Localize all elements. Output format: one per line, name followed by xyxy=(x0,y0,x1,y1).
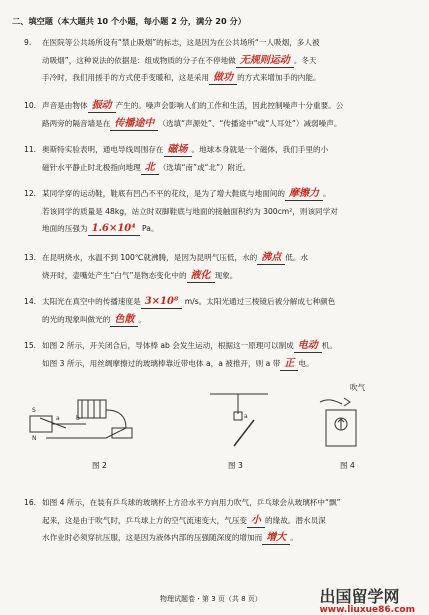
handwritten-answer: 振动 xyxy=(88,100,116,113)
handwritten-answer: 电动 xyxy=(294,340,322,353)
question-number: 14. xyxy=(24,297,37,306)
question-text: 如图 3 所示，用丝绸摩擦过的玻璃棒靠近带电体 a，a 被推开，则 a 带 xyxy=(42,358,281,368)
question-text: 的缘故。潜水员深 xyxy=(265,515,326,525)
question-text: 声音是由物体 xyxy=(42,101,88,110)
figure-2-caption: 图 2 xyxy=(92,461,107,470)
handwritten-answer: 无规则运动 xyxy=(236,55,294,68)
question-text: 。 xyxy=(290,533,298,543)
question-number: 13. xyxy=(24,253,37,262)
question-text: 奥斯特实验表明，通电导线周围存在 xyxy=(42,145,164,154)
question-text: 产生的。噪声会影响人们的工作和生活，因此控制噪声十分重要。公 xyxy=(115,101,344,110)
question-text: 某同学穿的运动鞋，鞋底有凹凸不平的花纹，是为了增大鞋底与地面间的 xyxy=(42,189,285,198)
handwritten-answer: 正 xyxy=(280,358,298,371)
handwritten-answer: 小 xyxy=(247,515,265,528)
question-14 xyxy=(24,293,416,328)
question-text: 的方式来增加手的内能。 xyxy=(237,73,321,83)
question-text: 若该同学的质量是 48kg，站立时双脚鞋底与地面的接触面积约为 300cm²，则该同学对 xyxy=(42,206,338,216)
question-text: 手冷时，我们用搓手的方式使手变暖和，这是采用 xyxy=(42,73,210,83)
figure-4-glass-and-ball xyxy=(316,384,386,450)
question-text: 。冬天 xyxy=(293,55,317,65)
question-number: 15. xyxy=(24,341,37,350)
question-text: 起来，这是由于吹气时，乒乓球上方的空气流速变大，气压变 xyxy=(42,515,248,525)
question-text: 如图 4 所示，在装有乒乓球的玻璃杯上方沿水平方向用力吹气，乒乓球会从玻璃杯中“飘” xyxy=(42,498,341,507)
question-text: 。地球本身就是一个磁体，我们手里的小 xyxy=(191,145,329,154)
handwritten-answer: 液化 xyxy=(187,270,215,283)
question-number: 9. xyxy=(24,38,32,47)
question-text: 电。 xyxy=(298,358,314,368)
question-text: 磁针水平静止时北极指向地理 xyxy=(42,162,141,172)
question-text: （选填“南”或“北”）附近。 xyxy=(158,162,251,172)
figure-2-motor-apparatus xyxy=(26,388,144,450)
question-text: 如图 2 所示，开关闭合后，导体棒 ab 会发生运动，根据这一原理可以制成 xyxy=(42,341,294,350)
question-text: 。 xyxy=(138,314,146,324)
handwritten-answer: 色散 xyxy=(110,314,138,327)
figure-3-caption: 图 3 xyxy=(228,461,243,470)
question-number: 12. xyxy=(24,189,37,198)
handwritten-answer: 做功 xyxy=(209,72,237,85)
question-text: 水作业时必须穿抗压服，这是因为液体内部的压强随深度的增加而 xyxy=(42,533,263,543)
watermark-title: 出国留学网 xyxy=(319,587,400,606)
question-text: 的光的现象叫做光的 xyxy=(42,314,111,324)
question-number: 10. xyxy=(24,101,37,110)
figure-4-caption: 图 4 xyxy=(340,461,355,470)
figure-4-label-blow: 吹气 xyxy=(350,383,366,392)
page-footer: 物理试题卷・第 3 页（共 8 页） xyxy=(160,595,262,603)
question-text: 在昆明烧水，水温不到 100℃就沸腾，是因为昆明气压低，水的 xyxy=(42,253,258,262)
question-text: 太阳光在真空中的传播速度是 xyxy=(42,297,141,306)
watermark-url: www.liuxue86.com xyxy=(319,605,415,615)
handwritten-answer: 传播途中 xyxy=(110,118,158,131)
question-text: 动吸烟”，这种说法的依据是：组成物质的分子在不停地做 xyxy=(42,55,236,65)
question-9 xyxy=(24,34,416,87)
handwritten-answer: 北 xyxy=(141,162,159,175)
handwritten-answer: 摩擦力 xyxy=(285,188,323,201)
question-text: （选填“声源处”、“传播途中”或“人耳处”）减弱噪声。 xyxy=(158,118,342,128)
question-text: 在医院等公共场所设有“禁止吸烟”的标志，这是因为在公共场所“一人吸烟，多人被 xyxy=(42,38,320,47)
handwritten-answer: 增大 xyxy=(262,532,290,545)
question-12 xyxy=(24,185,416,238)
question-text: 路两旁的隔音墙是在 xyxy=(42,118,111,128)
site-watermark xyxy=(319,584,415,615)
question-text: 低。水 xyxy=(285,253,309,262)
question-text: Pa。 xyxy=(139,224,159,234)
section-heading: 二、填空题（本大题共 10 个小题，每小题 2 分，满分 20 分） xyxy=(12,16,246,26)
question-text: 机。 xyxy=(321,341,337,350)
question-text: 烧开时，壶嘴处产生“白气”是物态变化中的 xyxy=(42,270,187,280)
svg-text:b: b xyxy=(76,415,80,422)
question-11 xyxy=(24,141,416,176)
handwritten-answer: 沸点 xyxy=(257,252,285,265)
question-text: m/s。太阳光通过三棱镜后被分解成七种颜色 xyxy=(182,297,336,306)
question-number: 11. xyxy=(24,145,37,154)
handwritten-answer: 1.6×10⁴ xyxy=(88,223,140,236)
question-number: 16. xyxy=(24,498,37,507)
figure-3-charged-ball xyxy=(204,388,274,450)
question-text: 。 xyxy=(323,189,331,198)
svg-text:a: a xyxy=(244,413,248,420)
question-15 xyxy=(24,337,416,372)
handwritten-answer: 3×10⁸ xyxy=(141,296,183,309)
question-13 xyxy=(24,249,416,284)
question-text: 地面的压强为 xyxy=(42,224,88,234)
svg-text:N: N xyxy=(32,435,37,442)
question-10 xyxy=(24,97,416,132)
question-16 xyxy=(24,494,416,547)
handwritten-answer: 磁场 xyxy=(164,144,192,157)
svg-text:S: S xyxy=(32,407,36,414)
question-text: 现象。 xyxy=(214,270,238,280)
svg-text:a: a xyxy=(56,415,60,422)
